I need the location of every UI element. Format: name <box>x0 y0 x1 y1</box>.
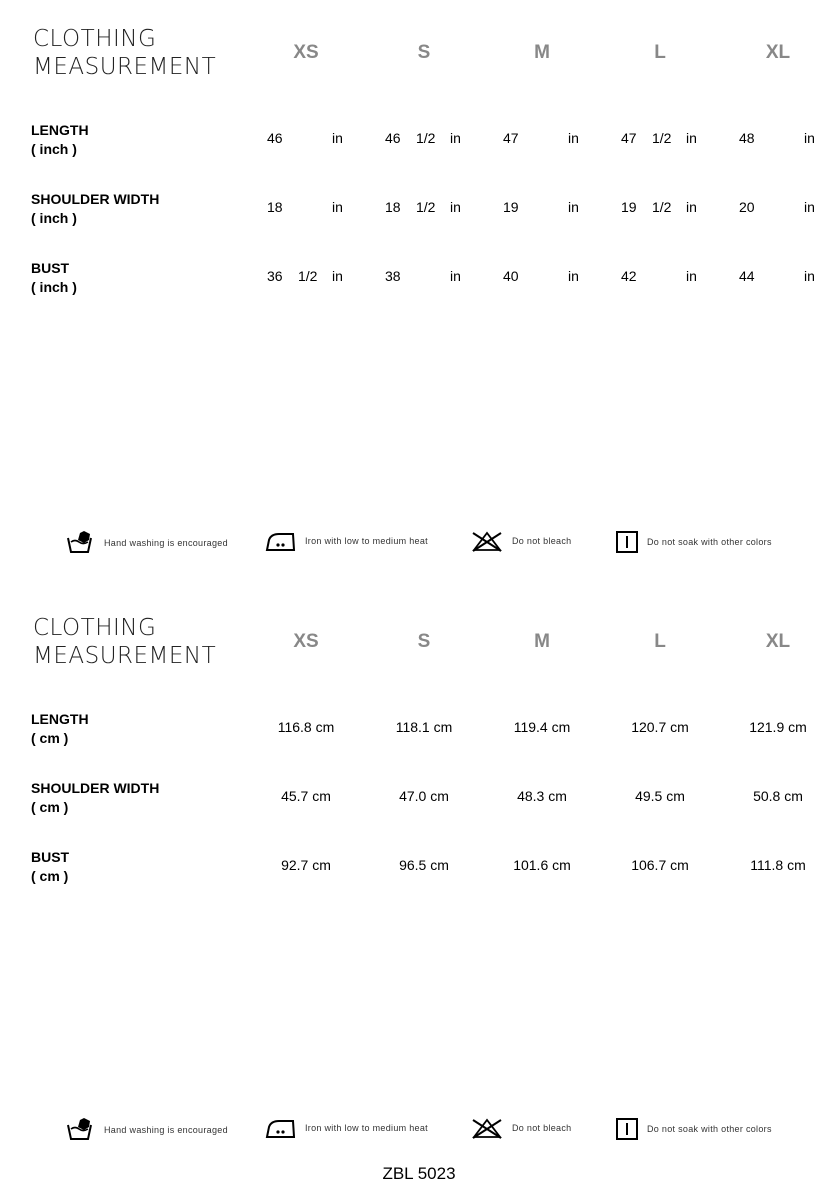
row-label-text: LENGTH <box>31 122 89 138</box>
care-instruction <box>66 1117 228 1143</box>
cm-value-cell: 116.8 cm <box>277 719 335 735</box>
value-unit: in <box>686 199 697 215</box>
row-label-unit: ( cm ) <box>31 799 69 815</box>
do-not-soak-icon <box>615 530 639 554</box>
care-instruction-text: Hand washing is encouraged <box>104 538 228 548</box>
do-not-bleach-icon <box>470 1117 504 1139</box>
care-instruction-text: Do not bleach <box>512 1123 572 1133</box>
value-number: 48 <box>739 130 755 146</box>
value-unit: in <box>332 199 343 215</box>
size-header-m: M <box>534 42 550 63</box>
value-unit: in <box>568 268 579 284</box>
row-label-text: SHOULDER WIDTH <box>31 191 160 207</box>
value-unit: in <box>686 130 697 146</box>
care-instruction-text: Hand washing is encouraged <box>104 1125 228 1135</box>
value-number: 42 <box>621 268 637 284</box>
value-unit: in <box>804 130 815 146</box>
cm-value-cell: 121.9 cm <box>749 719 807 735</box>
value-number: 47 <box>621 130 637 146</box>
value-fraction: 1/2 <box>416 130 436 146</box>
value-number: 19 <box>621 199 637 215</box>
do-not-soak-icon <box>615 1117 639 1141</box>
cm-value-cell: 92.7 cm <box>281 857 331 873</box>
cm-value-cell: 48.3 cm <box>517 788 567 804</box>
row-label-unit: ( cm ) <box>31 730 69 746</box>
row-label <box>31 710 89 748</box>
inch-table-title: CLOTHING MEASUREMENT <box>33 26 217 80</box>
row-label-unit: ( cm ) <box>31 868 69 884</box>
value-number: 44 <box>739 268 755 284</box>
value-unit: in <box>450 130 461 146</box>
value-fraction: 1/2 <box>652 199 672 215</box>
value-unit: in <box>804 199 815 215</box>
value-unit: in <box>804 268 815 284</box>
row-label-unit: ( inch ) <box>31 279 77 295</box>
care-instruction-text: Iron with low to medium heat <box>305 1123 428 1133</box>
value-number: 18 <box>267 199 283 215</box>
row-label <box>31 779 159 817</box>
size-header-l: L <box>654 631 666 652</box>
value-number: 38 <box>385 268 401 284</box>
value-number: 19 <box>503 199 519 215</box>
row-label <box>31 190 159 228</box>
value-unit: in <box>332 130 343 146</box>
hand-wash-icon <box>66 530 96 556</box>
cm-value-cell: 50.8 cm <box>753 788 803 804</box>
value-unit: in <box>568 199 579 215</box>
value-unit: in <box>450 199 461 215</box>
care-instruction <box>615 1117 772 1141</box>
cm-value-cell: 118.1 cm <box>395 719 453 735</box>
care-instruction-text: Do not soak with other colors <box>647 1124 772 1134</box>
row-label <box>31 121 89 159</box>
size-header-s: S <box>417 42 431 63</box>
value-fraction: 1/2 <box>416 199 436 215</box>
row-label-text: LENGTH <box>31 711 89 727</box>
cm-value-cell: 119.4 cm <box>513 719 571 735</box>
product-code: ZBL 5023 <box>382 1164 456 1183</box>
care-instruction-text: Do not bleach <box>512 536 572 546</box>
size-header-xs: XS <box>293 631 319 652</box>
size-header-xs: XS <box>293 42 319 63</box>
iron-low-heat-icon <box>265 1117 297 1139</box>
do-not-bleach-icon <box>470 530 504 552</box>
value-number: 47 <box>503 130 519 146</box>
care-instruction-text: Iron with low to medium heat <box>305 536 428 546</box>
value-unit: in <box>686 268 697 284</box>
care-instruction-text: Do not soak with other colors <box>647 537 772 547</box>
care-instruction <box>66 530 228 556</box>
care-instruction <box>470 530 571 552</box>
size-header-l: L <box>654 42 666 63</box>
cm-value-cell: 47.0 cm <box>399 788 449 804</box>
iron-low-heat-icon <box>265 530 297 552</box>
value-fraction: 1/2 <box>652 130 672 146</box>
cm-value-cell: 120.7 cm <box>631 719 689 735</box>
value-unit: in <box>568 130 579 146</box>
value-number: 36 <box>267 268 283 284</box>
row-label-unit: ( inch ) <box>31 210 77 226</box>
care-instruction <box>265 1117 428 1139</box>
cm-value-cell: 101.6 cm <box>513 857 571 873</box>
row-label <box>31 848 69 886</box>
value-number: 20 <box>739 199 755 215</box>
value-number: 18 <box>385 199 401 215</box>
size-header-xl: XL <box>765 42 791 63</box>
value-unit: in <box>450 268 461 284</box>
cm-value-cell: 106.7 cm <box>631 857 689 873</box>
care-instruction <box>470 1117 571 1139</box>
care-instruction <box>265 530 428 552</box>
care-instruction <box>615 530 772 554</box>
row-label-text: SHOULDER WIDTH <box>31 780 160 796</box>
value-number: 46 <box>267 130 283 146</box>
cm-value-cell: 45.7 cm <box>281 788 331 804</box>
cm-value-cell: 96.5 cm <box>399 857 449 873</box>
value-fraction: 1/2 <box>298 268 318 284</box>
row-label-text: BUST <box>31 849 70 865</box>
cm-value-cell: 49.5 cm <box>635 788 685 804</box>
hand-wash-icon <box>66 1117 96 1143</box>
row-label-unit: ( inch ) <box>31 141 77 157</box>
row-label <box>31 259 77 297</box>
size-header-s: S <box>417 631 431 652</box>
size-header-xl: XL <box>765 631 791 652</box>
value-unit: in <box>332 268 343 284</box>
row-label-text: BUST <box>31 260 70 276</box>
cm-table-title: CLOTHING MEASUREMENT <box>33 615 217 669</box>
cm-value-cell: 111.8 cm <box>750 857 806 873</box>
size-header-m: M <box>534 631 550 652</box>
value-number: 46 <box>385 130 401 146</box>
value-number: 40 <box>503 268 519 284</box>
